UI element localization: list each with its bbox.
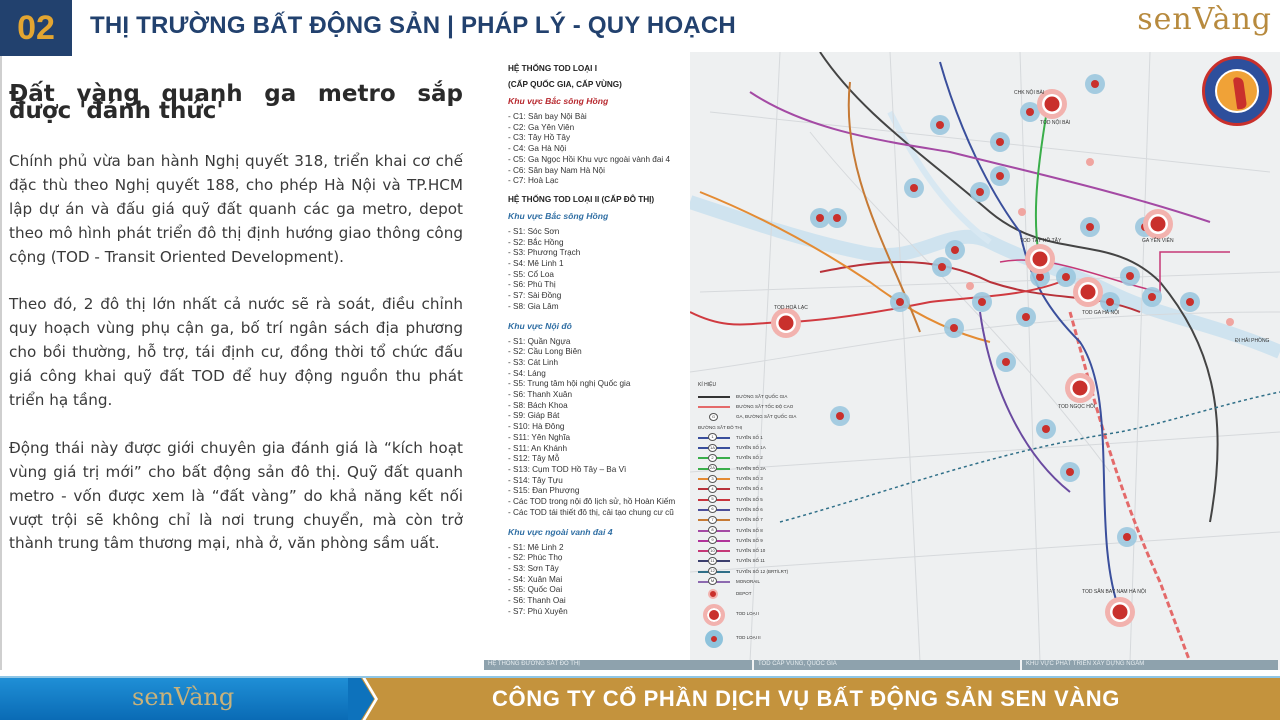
legend-row: DEPOT xyxy=(698,587,828,601)
tod-list-item: - S11: Yên Nghĩa xyxy=(508,432,571,442)
tod-list-item: - Các TOD tái thiết đô thị, cải tạo chung cư cũ xyxy=(508,507,674,517)
legend-row: ĐƯỜNG SẮT ĐÔ THỊ xyxy=(698,424,743,430)
map-label: CHK NỘI BÀI xyxy=(1014,90,1045,96)
map-label: TOD SÂN BAY NAM HÀ NỘI xyxy=(1082,589,1147,595)
legend-row: G GA, ĐƯỜNG SẮT QUỐC GIA xyxy=(698,412,828,422)
legend-row: TOD LOẠI II xyxy=(698,627,828,649)
tod2-zone: Khu vực ngoài vanh đai 4 xyxy=(508,526,613,537)
map-label: TOD GA HÀ NỘI xyxy=(1082,310,1120,316)
legend-row: 7 TUYẾN SỐ 7 xyxy=(698,515,828,525)
tod-list-item: - S10: Hà Đông xyxy=(508,422,565,432)
map-footer-tabs xyxy=(484,660,1280,670)
legend-row: 5 TUYẾN SỐ 5 xyxy=(698,494,828,504)
tod-list-item: - S8: Bách Khoa xyxy=(508,400,568,410)
slide-footer xyxy=(0,678,1280,720)
legend-row: 1 TUYẾN SỐ 1 xyxy=(698,432,828,442)
globe-icon xyxy=(1215,69,1259,113)
tod-list-item: - S4: Mê Linh 1 xyxy=(508,259,564,269)
tod-list-item: - S6: Phù Thị xyxy=(508,280,556,290)
legend-row: 3 TUYẾN SỐ 3 xyxy=(698,473,828,483)
tod1-heading: HỆ THỐNG TOD LOẠI I xyxy=(508,64,598,73)
tod-list-item: - S5: Quốc Oai xyxy=(508,585,563,595)
tod-list-item: - S3: Sơn Tây xyxy=(508,563,559,573)
tod-list-item: - S7: Phú Xuyên xyxy=(508,606,568,616)
tod-list-item: - S1: Quần Ngựa xyxy=(508,336,571,346)
legend-row: TOD LOẠI I xyxy=(698,601,828,627)
brand-logo: senVàng xyxy=(1137,2,1272,37)
left-border-divider xyxy=(0,56,2,670)
article-title: Đất vàng quanh ga metro sắp được 'đánh thức' xyxy=(9,81,463,124)
tod2-zone: Khu vực Bắc sông Hồng xyxy=(508,210,609,221)
tod-list-item: - S13: Cụm TOD Hồ Tây – Ba Vì xyxy=(508,464,627,474)
tod-list-item: - S1: Mê Linh 2 xyxy=(508,542,564,552)
tod-list-item: - S7: Sài Đồng xyxy=(508,291,562,301)
tod-list-item: - C4: Ga Hà Nội xyxy=(508,144,567,154)
tod1-subheading: (CẤP QUỐC GIA, CẤP VÙNG) xyxy=(508,80,622,89)
article-body xyxy=(9,150,463,556)
section-number-badge: 02 xyxy=(0,0,72,56)
tod-list-item: - S5: Trung tâm hội nghị Quốc gia xyxy=(508,379,631,389)
legend-row: 8 TUYẾN SỐ 8 xyxy=(698,525,828,535)
tod-list-item: - S2: Cầu Long Biên xyxy=(508,347,582,357)
tod-list-item: - C2: Ga Yên Viên xyxy=(508,122,575,132)
legend-row: 2 TUYẾN SỐ 2 xyxy=(698,453,828,463)
tod-list-item: - S3: Phương Trạch xyxy=(508,248,581,258)
vietnam-map-icon xyxy=(1233,76,1247,109)
article-paragraph: Theo đó, 2 đô thị lớn nhất cả nước sẽ rà soát, điều chỉnh quy hoạch vùng phụ cận ga, bố trí ngân sách địa phương cho bồi thường, hỗ trợ, tái định cư, đồng thời tổ chức đấu giá công khai quỹ đất TOD để huy động nguồn thu phát triển hạ tầng. xyxy=(9,295,463,410)
legend-row: 1A TUYẾN SỐ 1A xyxy=(698,442,828,452)
map-footer-tab: HỆ THỐNG ĐƯỜNG SẮT ĐÔ THỊ xyxy=(484,660,754,670)
tod2-zone: Khu vực Nội đô xyxy=(508,320,572,331)
legend-row: 11 TUYẾN SỐ 11 xyxy=(698,556,828,566)
tod2-heading: HỆ THỐNG TOD LOẠI II (CẤP ĐÔ THỊ) xyxy=(508,194,655,204)
legend-row: 2A TUYẾN SỐ 2A xyxy=(698,463,828,473)
section-title: THỊ TRƯỜNG BẤT ĐỘNG SẢN | PHÁP LÝ - QUY HOẠCH xyxy=(90,12,736,39)
national-planning-seal xyxy=(1202,56,1272,126)
map-label: GA YÊN VIÊN xyxy=(1142,238,1174,244)
article xyxy=(9,81,463,580)
article-paragraph: Động thái này được giới chuyên gia đánh giá là “kích hoạt vùng giá trị mới” cho bất động sản đô thị. Quỹ đất quanh metro - vốn được xem là “đất vàng” do khả năng kết nối vượt trội sẽ không chỉ là nơi trung chuyển, mà còn trở thành trung tâm thương mại, nhà ở, văn phòng sầm uất. xyxy=(9,438,463,553)
legend-row: M MONORAIL xyxy=(698,576,828,586)
tod-list-item: - C1: Sân bay Nội Bài xyxy=(508,112,587,121)
tod-list-item: - S2: Phúc Thọ xyxy=(508,553,563,563)
slide-header xyxy=(0,0,1280,56)
tod-list-item: - C5: Ga Ngọc Hồi Khu vực ngoài vành đai 4 xyxy=(508,154,671,164)
tod-list-item: - S14: Tây Tựu xyxy=(508,475,563,485)
tod-list-item: - S4: Xuân Mai xyxy=(508,574,563,584)
tod-list-panel xyxy=(484,52,690,662)
legend-row: 9 TUYẾN SỐ 9 xyxy=(698,535,828,545)
article-paragraph: Chính phủ vừa ban hành Nghị quyết 318, triển khai cơ chế đặc thù theo Nghị quyết 188, cho phép Hà Nội và TP.HCM lập dự án và đấu giá quỹ đất quanh các ga metro, depot theo mô hình phát triển đô thị định hướng giao thông công cộng (TOD - Transit Oriented Development). xyxy=(9,152,463,266)
tod1-zone: Khu vực Bắc sông Hồng xyxy=(508,96,609,106)
tod-list-item: - C3: Tây Hồ Tây xyxy=(508,133,571,143)
tod-list-item: - C6: Sân bay Nam Hà Nội xyxy=(508,165,605,175)
tod-map-figure xyxy=(484,52,1280,670)
tod-list-item: - S11: An Khánh xyxy=(508,443,568,453)
footer-logo: senVàng xyxy=(132,683,235,711)
map-footer-tab: TOD CẤP VÙNG, QUỐC GIA xyxy=(754,660,1022,670)
legend-row: 12 TUYẾN SỐ 12 (BRT/LRT) xyxy=(698,566,828,576)
legend-title: KÍ HIỆU xyxy=(698,382,717,388)
map-label: TOD NGỌC HỒI xyxy=(1058,404,1096,410)
map-label: ĐI HẢI PHÒNG xyxy=(1235,338,1270,344)
legend-row: 4 TUYẾN SỐ 4 xyxy=(698,484,828,494)
map-symbol-legend xyxy=(698,382,828,649)
tod-list-item: - S6: Thanh Xuân xyxy=(508,390,573,400)
tod-list-item: - S15: Đan Phượng xyxy=(508,486,580,496)
legend-row: ĐƯỜNG SẮT TỐC ĐỘ CAO xyxy=(698,401,828,411)
footer-company-name: CÔNG TY CỔ PHẦN DỊCH VỤ BẤT ĐỘNG SẢN SEN VÀNG xyxy=(492,686,1120,711)
map-footer-tab: KHU VỰC PHÁT TRIỂN XÂY DỰNG NGẦM xyxy=(1022,660,1280,670)
legend-row: 6 TUYẾN SỐ 6 xyxy=(698,504,828,514)
tod-list-item: - S9: Giáp Bát xyxy=(508,411,560,421)
map-label: TOD TÂY HỒ TÂY xyxy=(1020,238,1062,244)
tod-list-item: - S4: Láng xyxy=(508,368,546,378)
map-label: TOD HOÀ LẠC xyxy=(774,305,808,311)
tod-list-item: - C7: Hoà Lạc xyxy=(508,176,559,186)
tod-list-item: - S1: Sóc Sơn xyxy=(508,226,560,236)
tod-list-item: - S6: Thanh Oai xyxy=(508,596,566,606)
tod-list-item: - S12: Tây Mỗ xyxy=(508,454,560,464)
tod-list-item: - S2: Bắc Hồng xyxy=(508,237,564,247)
map-label: TOD NỘI BÀI xyxy=(1040,120,1071,126)
tod-list-item: - Các TOD trong nội đô lịch sử, hồ Hoàn Kiếm xyxy=(508,497,676,507)
legend-row: ĐƯỜNG SẮT QUỐC GIA xyxy=(698,391,828,401)
tod-list-item: - S8: Gia Lâm xyxy=(508,301,559,311)
legend-row: 10 TUYẾN SỐ 10 xyxy=(698,545,828,555)
tod-list-item: - S3: Cát Linh xyxy=(508,357,559,367)
tod-list-item: - S5: Cổ Loa xyxy=(508,269,554,279)
